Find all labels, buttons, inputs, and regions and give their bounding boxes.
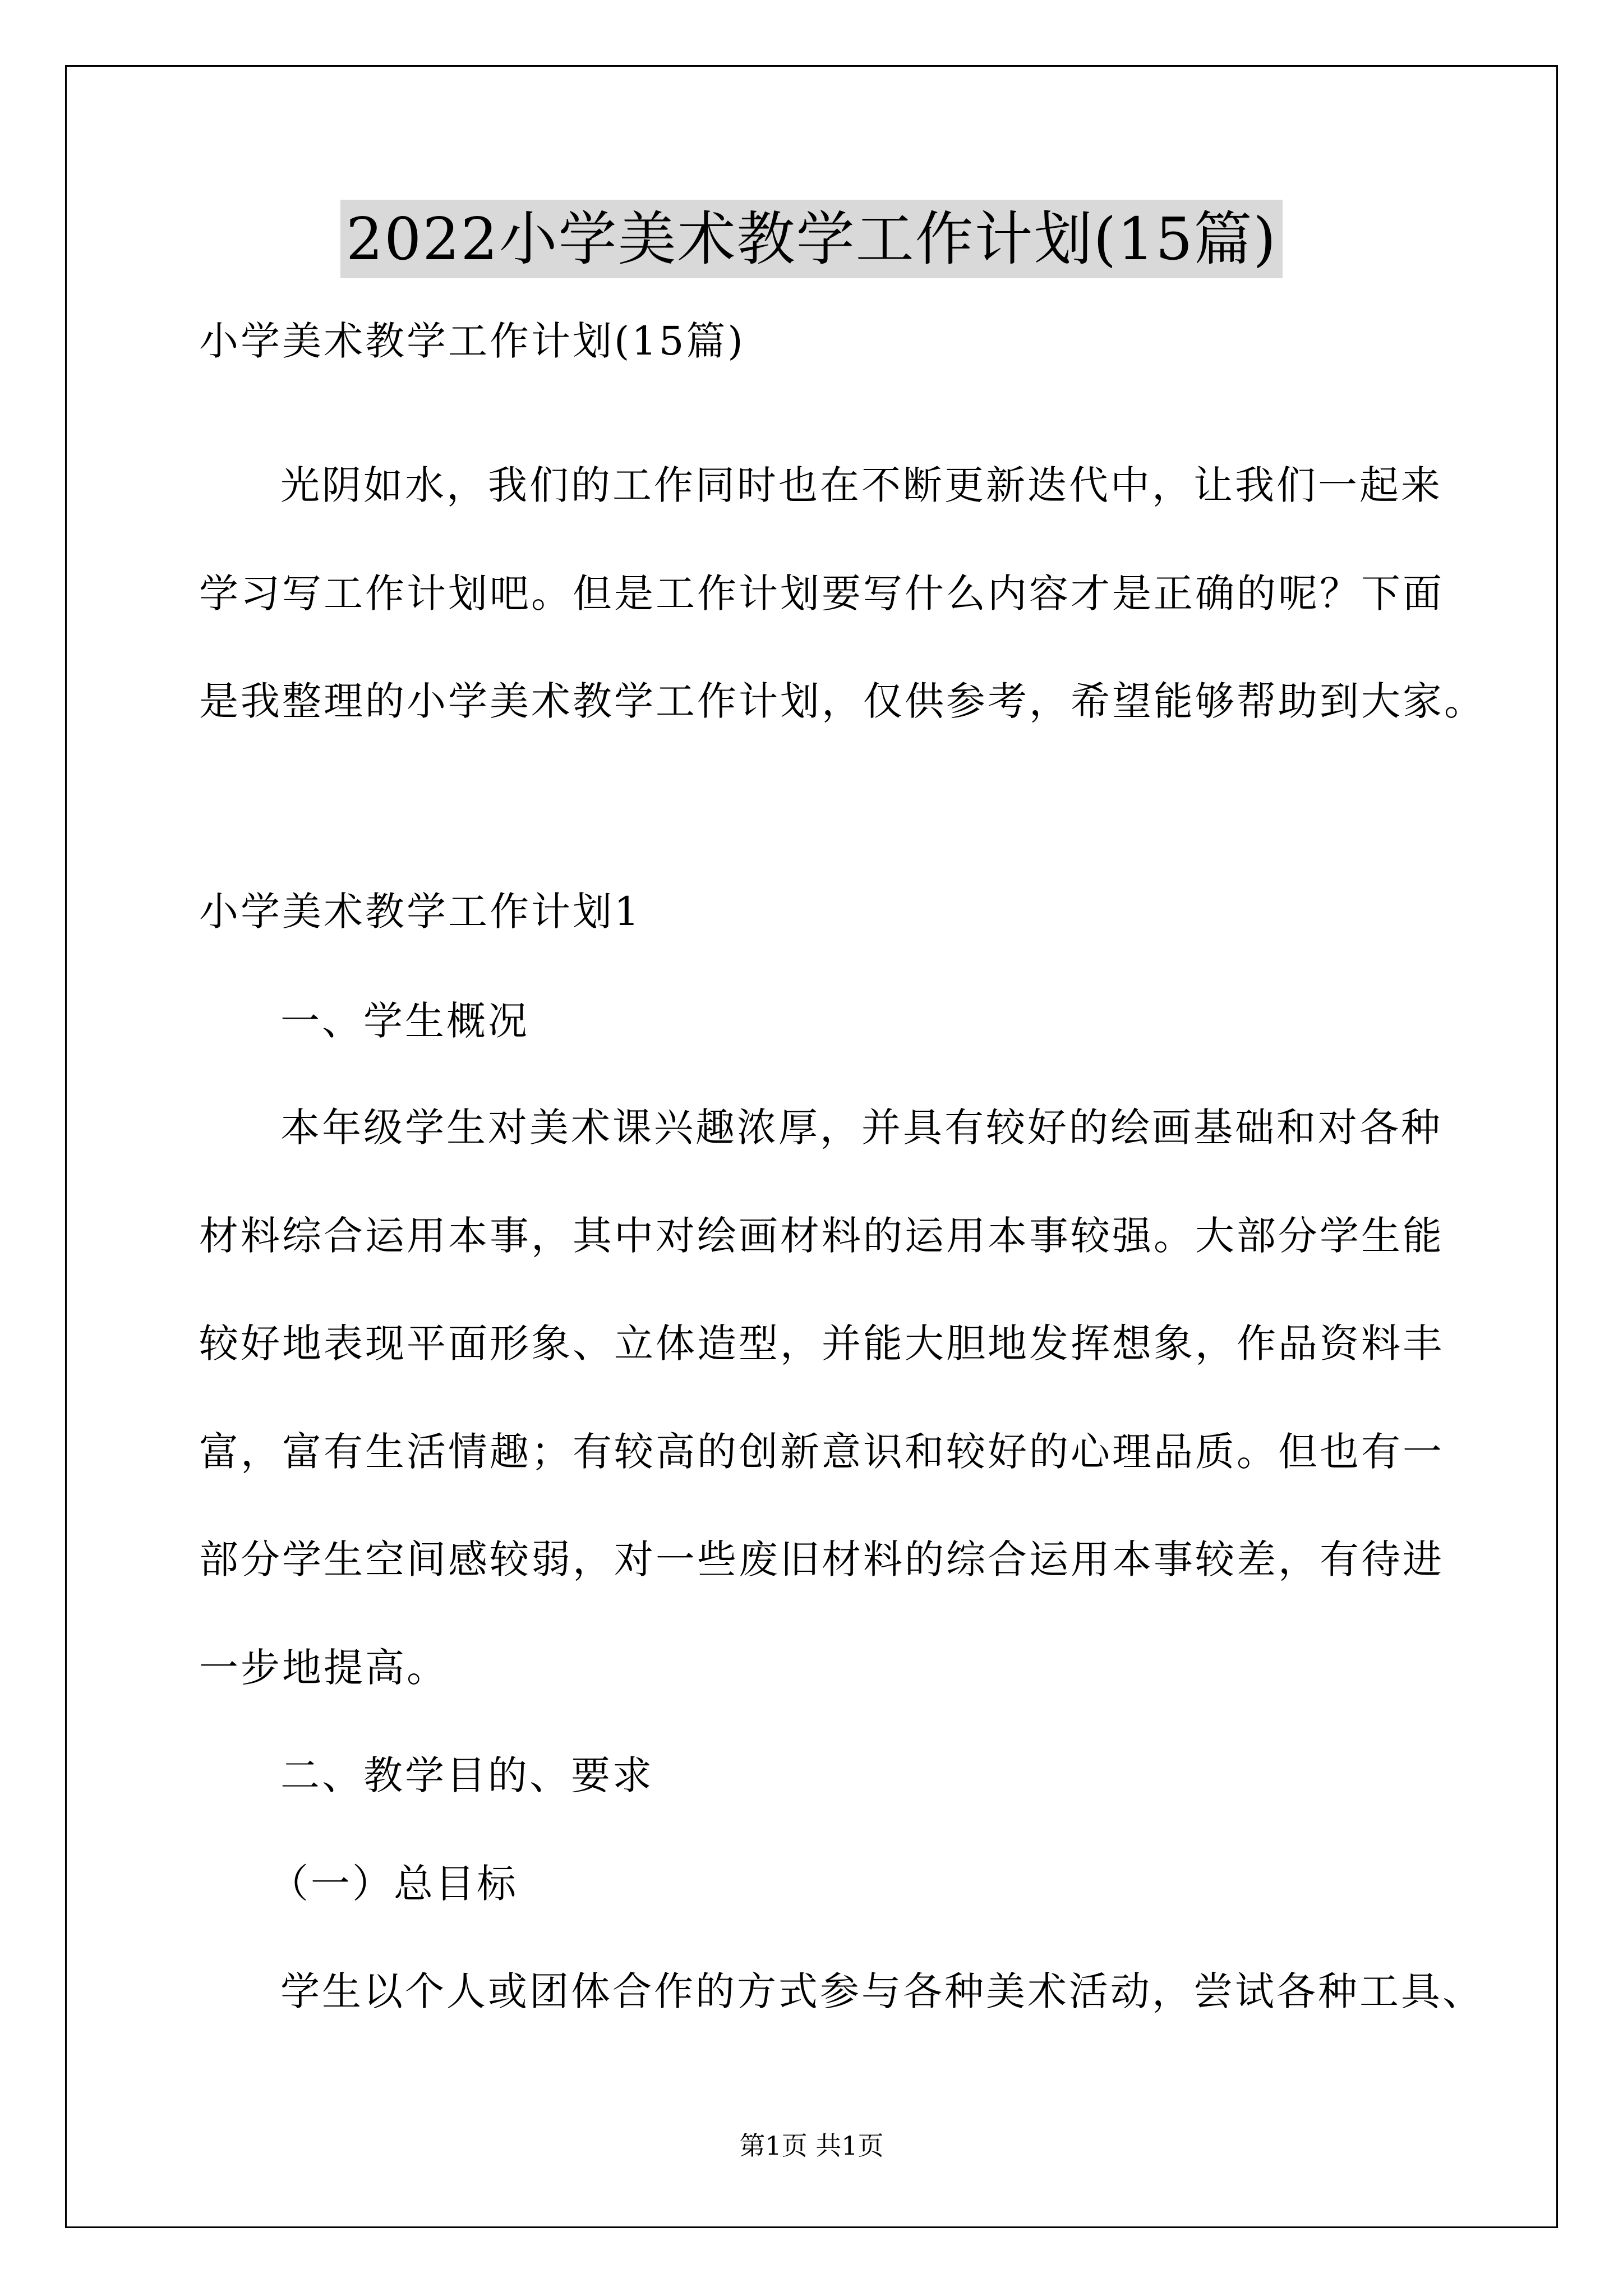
document-subtitle: 小学美术教学工作计划(15篇) bbox=[199, 318, 745, 364]
page-footer: 第1页 共1页 bbox=[739, 2131, 884, 2161]
paragraph-line: 材料综合运用本事，其中对绘画材料的运用本事较强。大部分学生能 bbox=[199, 1213, 1444, 1259]
intro-line: 学习写工作计划吧。但是工作计划要写什么内容才是正确的呢？下面 bbox=[199, 570, 1444, 616]
part-heading: 一、学生概况 bbox=[280, 998, 529, 1044]
intro-line: 光阴如水，我们的工作同时也在不断更新迭代中，让我们一起来 bbox=[280, 462, 1442, 508]
paragraph-line: 较好地表现平面形象、立体造型，并能大胆地发挥想象，作品资料丰 bbox=[199, 1320, 1444, 1366]
paragraph-line: 本年级学生对美术课兴趣浓厚，并具有较好的绘画基础和对各种 bbox=[280, 1105, 1442, 1151]
paragraph-line: 富，富有生活情趣；有较高的创新意识和较好的心理品质。但也有一 bbox=[199, 1429, 1444, 1475]
section-heading: 小学美术教学工作计划1 bbox=[199, 889, 642, 935]
title-container bbox=[0, 200, 1623, 278]
part-heading: 二、教学目的、要求 bbox=[280, 1752, 654, 1798]
paragraph-line: 一步地提高。 bbox=[199, 1645, 448, 1691]
intro-line: 是我整理的小学美术教学工作计划，仅供参考，希望能够帮助到大家。 bbox=[199, 678, 1486, 724]
goal-heading: （一）总目标 bbox=[269, 1861, 518, 1907]
paragraph-line: 部分学生空间感较弱，对一些废旧材料的综合运用本事较差，有待进 bbox=[199, 1536, 1444, 1582]
paragraph-line: 学生以个人或团体合作的方式参与各种美术活动，尝试各种工具、 bbox=[280, 1968, 1484, 2014]
document-title: 2022小学美术教学工作计划(15篇) bbox=[340, 200, 1283, 278]
